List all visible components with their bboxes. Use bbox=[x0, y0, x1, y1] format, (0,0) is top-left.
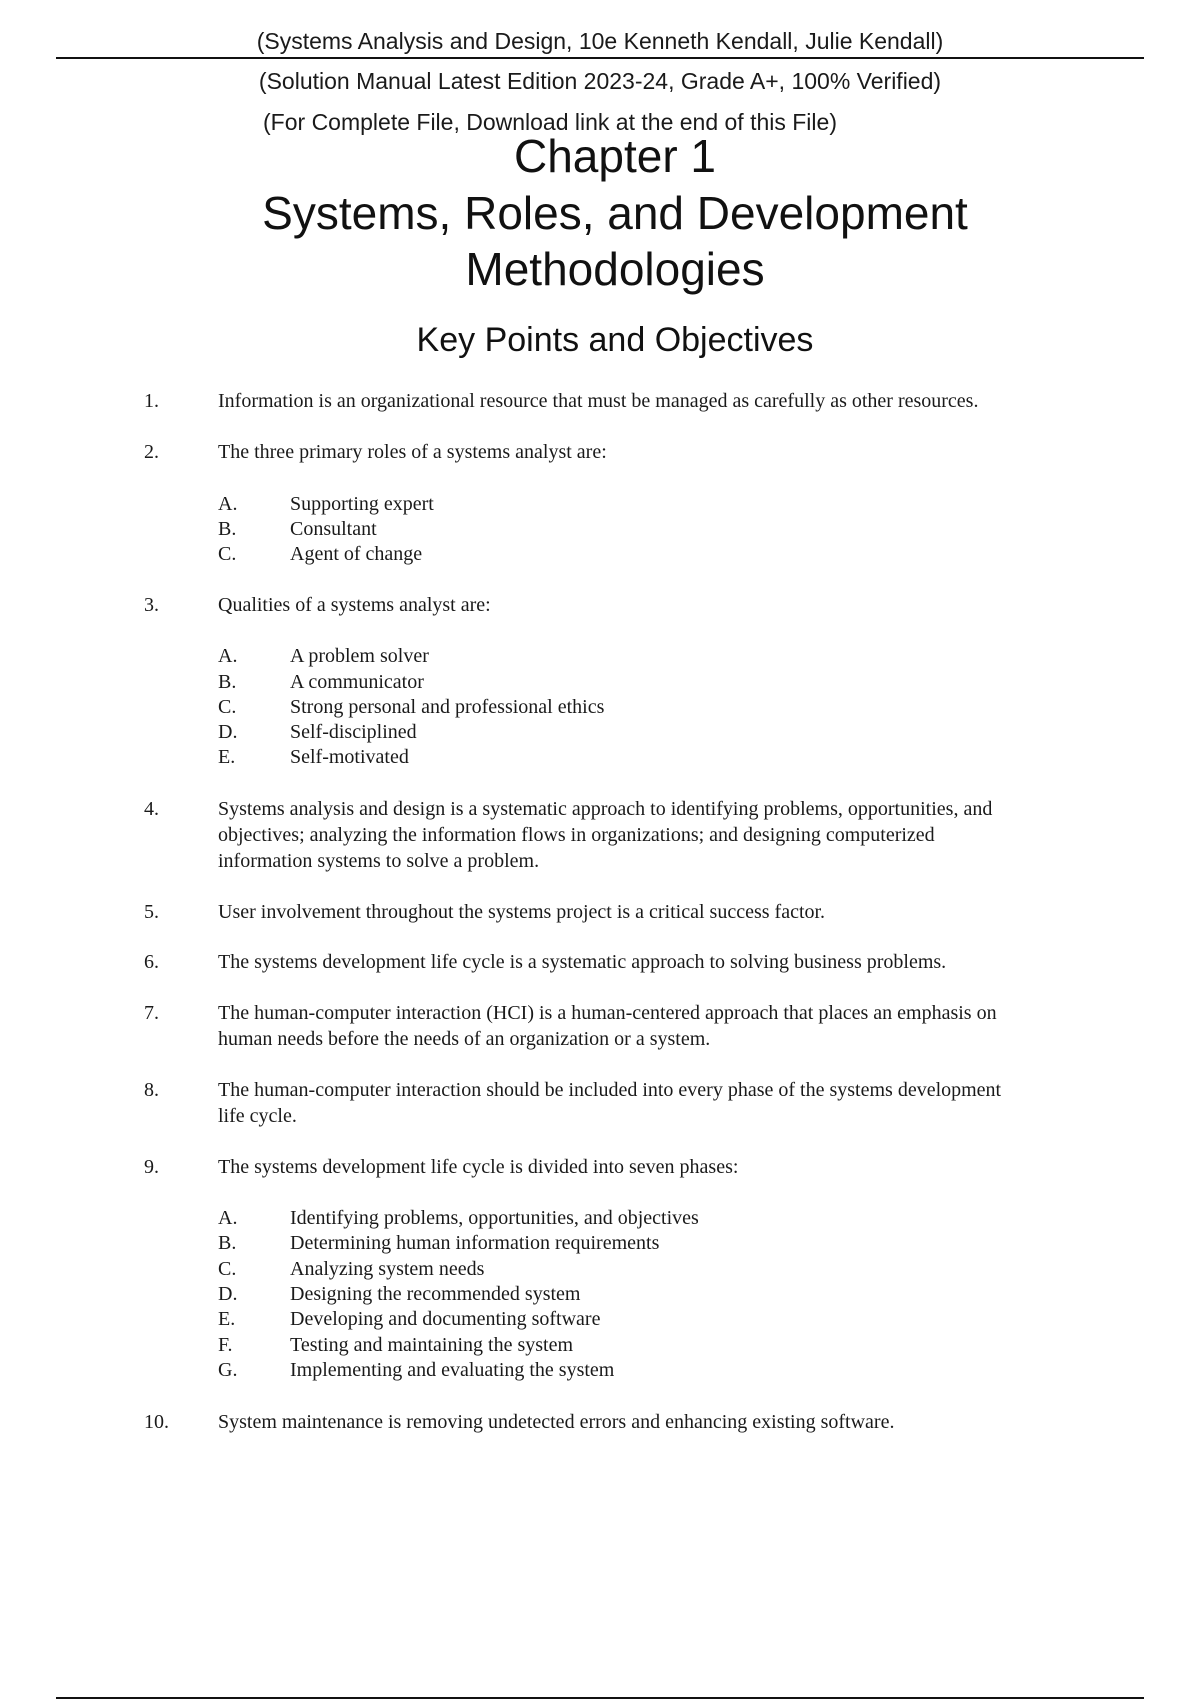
item-text: The systems development life cycle is a systematic approach to solving business problems. bbox=[218, 951, 947, 973]
sub-item-text: Analyzing system needs bbox=[290, 1258, 485, 1280]
sub-item-letter: E. bbox=[218, 746, 236, 768]
sub-item-letter: B. bbox=[218, 671, 237, 693]
item-number: 4. bbox=[144, 798, 159, 820]
chapter-title-line2: Methodologies bbox=[465, 243, 765, 295]
sub-item-letter: B. bbox=[218, 1232, 237, 1254]
item-text: The three primary roles of a systems analyst are: bbox=[218, 441, 607, 463]
item-text-line: The human-computer interaction (HCI) is a human-centered approach that places an emphasis on bbox=[218, 1002, 997, 1024]
item-text: System maintenance is removing undetected errors and enhancing existing software. bbox=[218, 1411, 895, 1433]
sub-item-letter: E. bbox=[218, 1308, 236, 1330]
item-text: Information is an organizational resource that must be managed as carefully as other resources. bbox=[218, 390, 979, 412]
header-rule bbox=[56, 57, 1144, 59]
sub-item-text: Consultant bbox=[290, 518, 377, 540]
item-text: User involvement throughout the systems project is a critical success factor. bbox=[218, 901, 826, 923]
sub-item-text: Self-disciplined bbox=[290, 721, 417, 743]
item-text-line: Systems analysis and design is a systematic approach to identifying problems, opportunities, and bbox=[218, 798, 993, 820]
item-text: The systems development life cycle is divided into seven phases: bbox=[218, 1156, 739, 1178]
item-text: Qualities of a systems analyst are: bbox=[218, 594, 491, 616]
item-number: 10. bbox=[144, 1411, 169, 1433]
item-text-line: life cycle. bbox=[218, 1105, 297, 1127]
sub-item-text: Testing and maintaining the system bbox=[290, 1334, 573, 1356]
item-number: 9. bbox=[144, 1156, 159, 1178]
sub-item-letter: D. bbox=[218, 1283, 238, 1305]
sub-item-letter: F. bbox=[218, 1334, 233, 1356]
item-number: 3. bbox=[144, 594, 159, 616]
sub-item-text: Strong personal and professional ethics bbox=[290, 696, 605, 718]
item-number: 6. bbox=[144, 951, 159, 973]
sub-item-letter: A. bbox=[218, 645, 238, 667]
sub-item-text: A problem solver bbox=[290, 645, 429, 667]
sub-item-text: Designing the recommended system bbox=[290, 1283, 581, 1305]
sub-item-text: Identifying problems, opportunities, and objectives bbox=[290, 1207, 699, 1229]
sub-item-text: Implementing and evaluating the system bbox=[290, 1359, 615, 1381]
footer-rule bbox=[56, 1697, 1144, 1699]
sub-item-text: Agent of change bbox=[290, 543, 423, 565]
sub-item-text: Determining human information requirements bbox=[290, 1232, 660, 1254]
chapter-title-line1: Systems, Roles, and Development bbox=[262, 187, 968, 239]
item-number: 8. bbox=[144, 1079, 159, 1101]
sub-item-letter: C. bbox=[218, 696, 237, 718]
header-source-line: (Systems Analysis and Design, 10e Kenneth Kendall, Julie Kendall) bbox=[256, 28, 944, 54]
header-download-note: (For Complete File, Download link at the end of this File) bbox=[263, 109, 837, 135]
sub-item-text: A communicator bbox=[290, 671, 424, 693]
header-edition-line: (Solution Manual Latest Edition 2023-24, Grade A+, 100% Verified) bbox=[258, 68, 942, 94]
item-number: 2. bbox=[144, 441, 159, 463]
item-text-line: information systems to solve a problem. bbox=[218, 850, 540, 872]
chapter-number: Chapter 1 bbox=[513, 130, 716, 182]
sub-item-letter: A. bbox=[218, 493, 238, 515]
section-title: Key Points and Objectives bbox=[416, 321, 814, 359]
item-number: 7. bbox=[144, 1002, 159, 1024]
item-number: 1. bbox=[144, 390, 159, 412]
sub-item-letter: C. bbox=[218, 1258, 237, 1280]
sub-item-text: Developing and documenting software bbox=[290, 1308, 601, 1330]
sub-item-text: Supporting expert bbox=[290, 493, 434, 515]
item-text-line: The human-computer interaction should be included into every phase of the systems development bbox=[218, 1079, 1002, 1101]
item-number: 5. bbox=[144, 901, 159, 923]
sub-item-letter: C. bbox=[218, 543, 237, 565]
item-text-line: objectives; analyzing the information flows in organizations; and designing computerized bbox=[218, 824, 935, 846]
sub-item-letter: A. bbox=[218, 1207, 238, 1229]
sub-item-letter: G. bbox=[218, 1359, 238, 1381]
sub-item-text: Self-motivated bbox=[290, 746, 409, 768]
sub-item-letter: B. bbox=[218, 518, 237, 540]
sub-item-letter: D. bbox=[218, 721, 238, 743]
item-text-line: human needs before the needs of an organization or a system. bbox=[218, 1028, 711, 1050]
